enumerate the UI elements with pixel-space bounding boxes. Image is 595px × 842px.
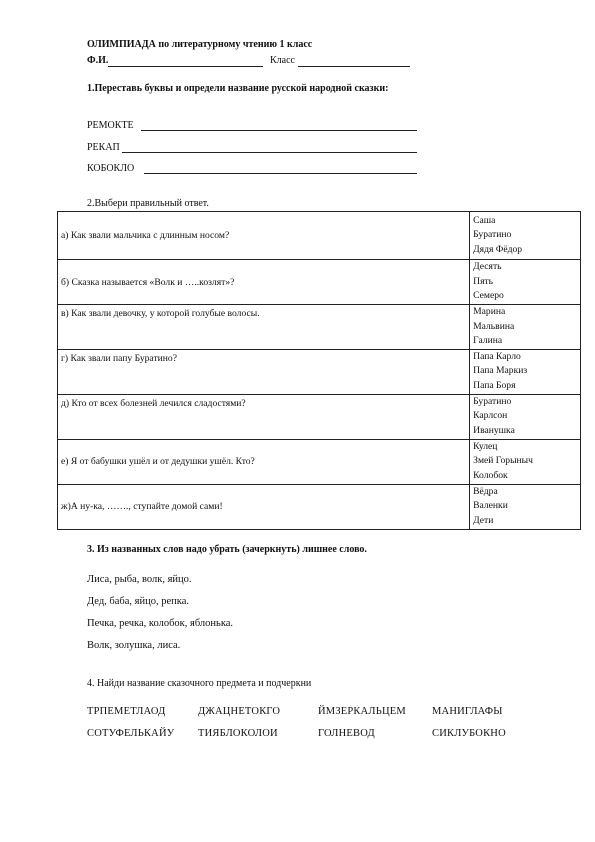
answer-option[interactable]: Папа Боря [473,380,516,392]
answer-option[interactable]: Дети [473,514,494,526]
word-line-3[interactable]: Печка, речка, колобок, яблонька. [87,618,234,629]
answer-option[interactable]: Карлсон [473,410,508,422]
answer-option[interactable]: Вёдра [473,485,498,497]
quiz-question: е) Я от бабушки ушёл и от дедушки ушёл. Кто? [58,439,470,484]
answer-option[interactable]: Марина [473,306,506,317]
answer-option[interactable]: Галина [473,335,503,347]
anagram-3-answer-line[interactable] [144,173,417,174]
answer-option[interactable]: Буратино [473,395,512,407]
quiz-row [58,349,581,394]
answer-option[interactable]: Дядя Фёдор [473,243,523,255]
section4-heading: 4. Найди название сказочного предмета и подчеркни [87,678,312,689]
answer-option[interactable]: Пять [473,275,494,287]
quiz-question: б) Сказка называется «Волк и …..козлят»? [58,260,470,305]
name-field-line[interactable] [108,66,263,67]
quiz-row [58,394,581,439]
letter-string[interactable]: СОТУФЕЛЬКАЙУ [87,728,175,739]
quiz-row [58,305,581,350]
letter-string[interactable]: СИКЛУБОКНО [432,728,506,739]
answer-option[interactable]: Мальвина [473,320,515,332]
answer-option[interactable]: Валенки [473,500,508,512]
answer-option[interactable]: Иванушка [473,424,515,436]
section2-heading: 2.Выбери правильный ответ. [87,198,209,209]
letter-string[interactable]: ГОЛНЕВОД [318,728,375,739]
quiz-answers [470,484,581,529]
quiz-table [57,211,581,530]
quiz-answers [470,212,581,260]
quiz-question: а) Как звали мальчика с длинным носом? [58,212,470,260]
section1-heading: 1.Переставь буквы и определи название русской народной сказки: [87,83,389,94]
answer-option[interactable]: Кулец [473,440,498,452]
anagram-1-answer-line[interactable] [141,130,417,131]
quiz-question: г) Как звали папу Буратино? [58,349,470,394]
class-label: Класс [270,55,295,66]
section3-heading: 3. Из названных слов надо убрать (зачеркнуть) лишнее слово. [87,544,367,555]
answer-option[interactable]: Десять [473,261,502,273]
quiz-row [58,484,581,529]
answer-option[interactable]: Змей Горыныч [473,455,533,467]
quiz-answers [470,439,581,484]
anagram-1: РЕМОКТЕ [87,120,134,131]
quiz-answers [470,349,581,394]
class-field-line[interactable] [298,66,410,67]
letter-string[interactable]: МАНИГЛАФЫ [432,706,503,717]
anagram-3: КОБОКЛО [87,163,135,174]
quiz-row [58,439,581,484]
answer-option[interactable]: Саша [473,214,496,226]
quiz-answers [470,260,581,305]
answer-option[interactable]: Папа Карло [473,350,521,362]
answer-option[interactable]: Колобок [473,469,508,481]
letter-string[interactable]: ДЖАЦНЕТОКГО [198,706,281,717]
word-line-2[interactable]: Дед, баба, яйцо, репка. [87,596,189,607]
answer-option[interactable]: Папа Маркиз [473,365,528,377]
answer-option[interactable]: Семеро [473,290,504,302]
quiz-answers [470,305,581,350]
document-title: ОЛИМПИАДА по литературному чтению 1 класс [87,39,313,50]
word-line-1[interactable]: Лиса, рыба, волк, яйцо. [87,574,192,585]
quiz-answers [470,394,581,439]
word-line-4[interactable]: Волк, золушка, лиса. [87,640,181,651]
letter-string[interactable]: ЙМЗЕРКАЛЬЦЕМ [318,706,406,717]
anagram-2-answer-line[interactable] [122,152,417,153]
quiz-question: ж)А ну-ка, ……., ступайте домой сами! [58,484,470,529]
quiz-question: д) Кто от всех болезней лечился сладостями? [58,394,470,439]
quiz-row [58,212,581,260]
answer-option[interactable]: Буратино [473,229,512,241]
anagram-2: РЕКАП [87,142,120,153]
letter-string[interactable]: ТИЯБЛОКОЛОИ [198,728,278,739]
quiz-question: в) Как звали девочку, у которой голубые волосы. [58,305,470,350]
name-label: Ф.И. [87,55,109,66]
quiz-row [58,260,581,305]
letter-string[interactable]: ТРПЕМЕТЛАОД [87,706,166,717]
